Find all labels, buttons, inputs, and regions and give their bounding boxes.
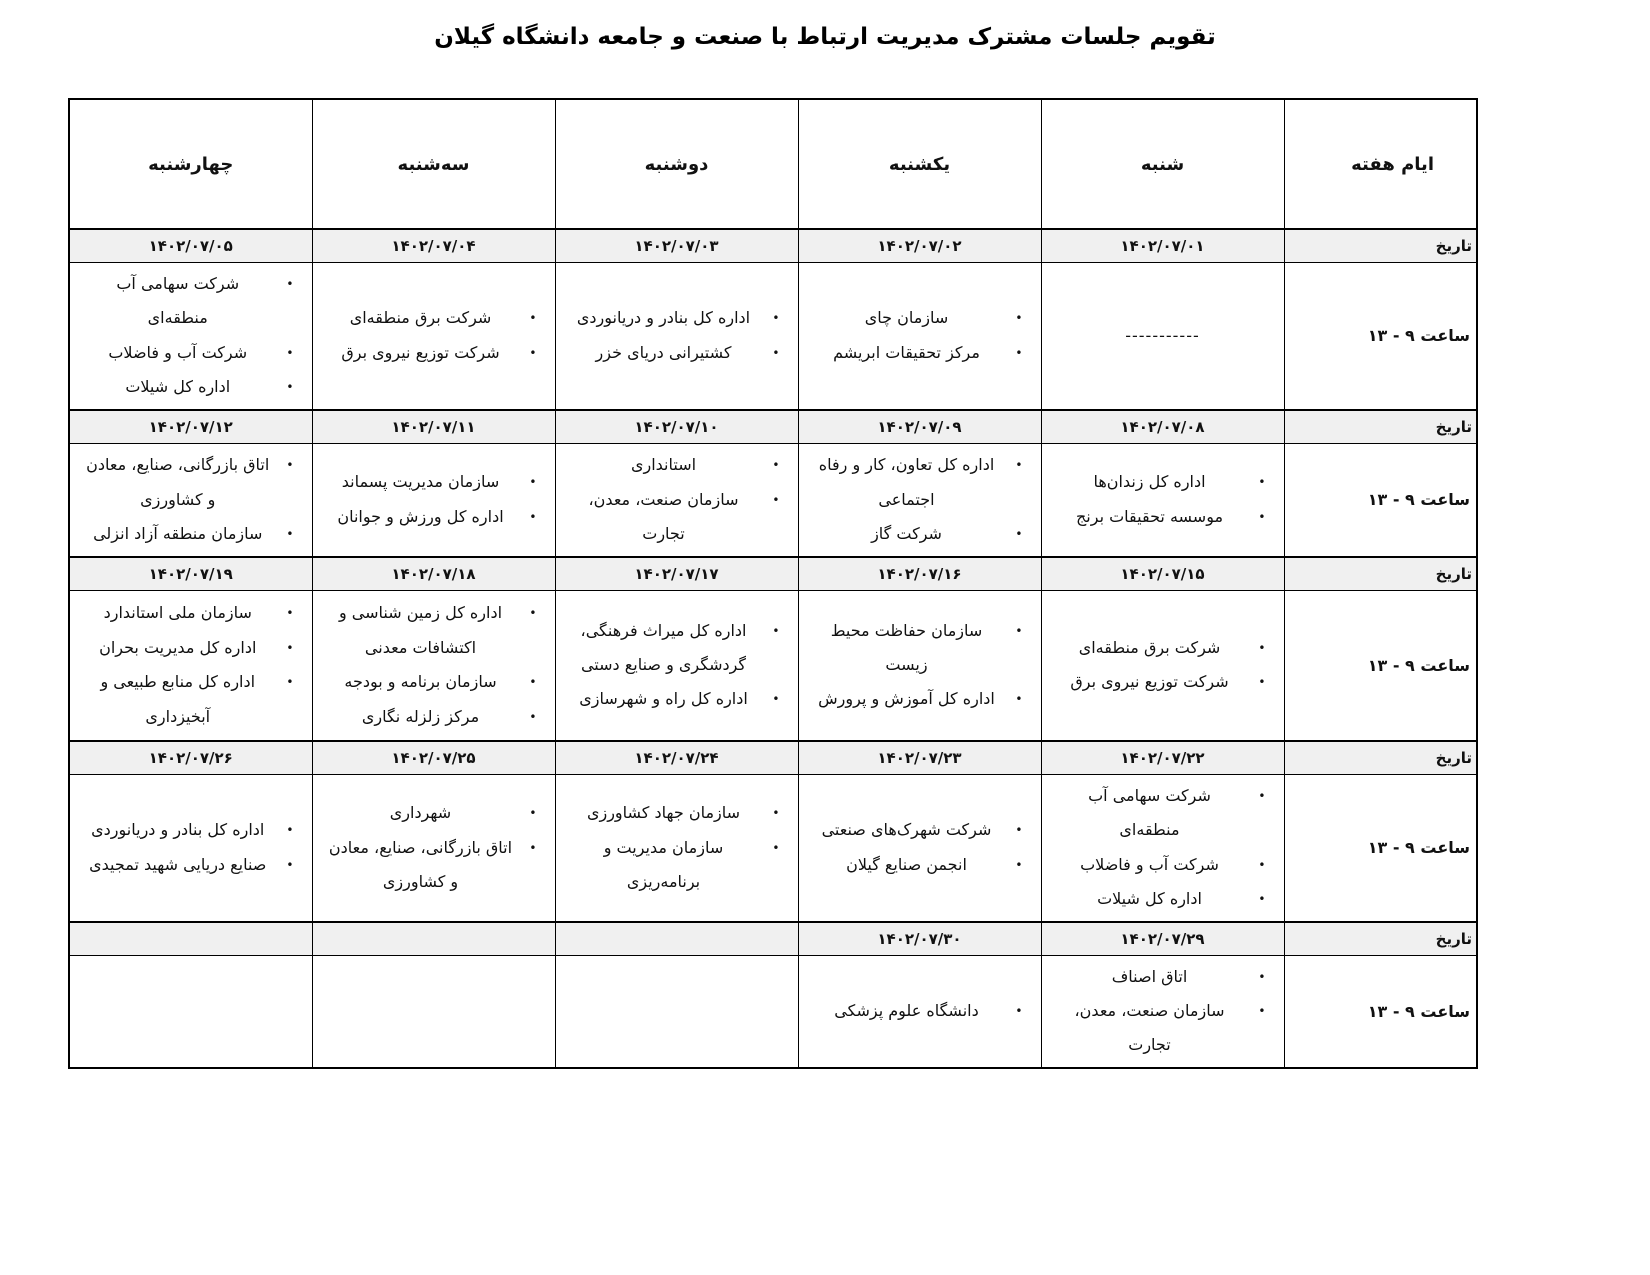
meeting-item (562, 483, 792, 552)
bullet-icon: • (1258, 475, 1266, 490)
date-cell (312, 922, 555, 955)
meeting-item (319, 336, 549, 370)
bullet-icon: • (1015, 458, 1023, 473)
meetings-row-week2 (69, 443, 1477, 557)
row-label-time: ساعت ۹ - ۱۳ (1284, 590, 1477, 741)
meeting-item (76, 336, 306, 370)
bullet-icon: • (1258, 969, 1266, 984)
row-label-time: ساعت ۹ - ۱۳ (1284, 774, 1477, 922)
date-cell: ۱۴۰۲/۰۷/۱۵ (1041, 557, 1284, 590)
meeting-item (562, 796, 792, 830)
meeting-item-text: شرکت سهامی آب منطقه‌ای (116, 273, 240, 328)
meeting-item-text: سازمان چای (864, 308, 949, 328)
date-cell: ۱۴۰۲/۰۷/۱۹ (69, 557, 312, 590)
bullet-icon: • (529, 709, 537, 724)
meeting-item-text: اداره کل مدیریت بحران (99, 637, 257, 657)
meeting-item (562, 301, 792, 335)
date-row-week3 (69, 557, 1477, 590)
schedule-cell (555, 443, 798, 557)
meeting-item-text: شهرداری (389, 803, 452, 823)
date-cell: ۱۴۰۲/۰۷/۲۳ (798, 741, 1041, 774)
meeting-item (319, 796, 549, 830)
date-row-week1 (69, 229, 1477, 262)
date-cell (555, 922, 798, 955)
meeting-item-text: موسسه تحقیقات برنج (1075, 506, 1224, 526)
bullet-icon: • (1015, 857, 1023, 872)
meeting-item (805, 301, 1035, 335)
meeting-item (562, 336, 792, 370)
date-cell: ۱۴۰۲/۰۷/۲۲ (1041, 741, 1284, 774)
day-header-wednesday: چهارشنبه (69, 99, 312, 229)
meeting-item (805, 336, 1035, 370)
meeting-item-text: مرکز زلزله نگاری (361, 706, 480, 726)
date-cell: ۱۴۰۲/۰۷/۱۰ (555, 410, 798, 443)
meeting-item-text: اتاق بازرگانی، صنایع، معادن و کشاورزی (86, 455, 270, 509)
schedule-cell (555, 774, 798, 922)
date-cell (69, 922, 312, 955)
meeting-item (319, 831, 549, 900)
meeting-item (76, 370, 306, 404)
schedule-cell (312, 262, 555, 410)
bullet-icon: • (286, 606, 294, 621)
meeting-item-text: سازمان مدیریت و برنامه‌ریزی (603, 837, 724, 891)
meeting-item (319, 500, 549, 534)
bullet-icon: • (529, 606, 537, 621)
meeting-item (805, 994, 1035, 1028)
day-header-tuesday: سه‌شنبه (312, 99, 555, 229)
meeting-item-text: اتاق بازرگانی، صنایع، معادن و کشاورزی (328, 837, 513, 891)
row-label-time: ساعت ۹ - ۱۳ (1284, 955, 1477, 1068)
date-cell: ۱۴۰۲/۰۷/۲۴ (555, 741, 798, 774)
date-row-week2 (69, 410, 1477, 443)
meeting-item (562, 682, 792, 716)
bullet-icon: • (1258, 675, 1266, 690)
meeting-item (319, 465, 549, 499)
meeting-item-text: سازمان جهاد کشاورزی (586, 803, 741, 823)
date-cell: ۱۴۰۲/۰۷/۱۶ (798, 557, 1041, 590)
meeting-item-text: شرکت آب و فاضلاب (1080, 854, 1219, 874)
bullet-icon: • (529, 675, 537, 690)
schedule-cell (555, 262, 798, 410)
schedule-cell-highlighted (312, 443, 555, 557)
meeting-item (76, 517, 306, 551)
bullet-icon: • (286, 526, 294, 541)
bullet-icon: • (1015, 526, 1023, 541)
bullet-icon: • (286, 380, 294, 395)
schedule-cell-no-meeting: ----------- (1041, 262, 1284, 410)
bullet-icon: • (1258, 1003, 1266, 1018)
schedule-cell (1041, 955, 1284, 1068)
meeting-item-text: اداره کل تعاون، کار و رفاه اجتماعی (818, 455, 995, 509)
date-cell: ۱۴۰۲/۰۷/۲۶ (69, 741, 312, 774)
meeting-item-text: اداره کل منابع طبیعی و آبخیزداری (100, 672, 256, 726)
bullet-icon: • (772, 492, 780, 507)
meeting-item (805, 517, 1035, 551)
schedule-cell (312, 590, 555, 741)
meeting-item (805, 614, 1035, 683)
meeting-item (1048, 500, 1278, 534)
bullet-icon: • (1015, 311, 1023, 326)
meeting-item-text: سازمان مدیریت پسماند (341, 472, 500, 492)
meeting-item-text: اداره کل راه و شهرسازی (579, 689, 748, 709)
meeting-item (76, 813, 306, 847)
bullet-icon: • (772, 311, 780, 326)
meeting-item-text: اتاق اصناف (1111, 966, 1188, 986)
date-row-week4 (69, 741, 1477, 774)
meeting-item (562, 831, 792, 900)
meeting-item (1048, 882, 1278, 916)
date-cell: ۱۴۰۲/۰۷/۰۲ (798, 229, 1041, 262)
meeting-item (805, 448, 1035, 517)
meeting-item (76, 848, 306, 882)
row-label-date: تاریخ (1284, 557, 1477, 590)
meeting-item-text: شرکت آب و فاضلاب (108, 342, 248, 362)
schedule-cell (69, 443, 312, 557)
meeting-item-text: اداره کل زمین شناسی و اکتشافات معدنی (338, 603, 503, 657)
meeting-item-text: مرکز تحقیقات ابریشم (833, 342, 980, 362)
bullet-icon: • (529, 840, 537, 855)
schedule-cell (1041, 774, 1284, 922)
page-title: تقویم جلسات مشترک مدیریت ارتباط با صنعت و جامعه دانشگاه گیلان (434, 24, 1216, 50)
bullet-icon: • (1015, 692, 1023, 707)
date-cell: ۱۴۰۲/۰۷/۰۳ (555, 229, 798, 262)
meeting-item-text: شرکت سهامی آب منطقه‌ای (1088, 785, 1211, 840)
meeting-item-text: کشتیرانی دریای خزر (595, 342, 732, 362)
meeting-item-text: شرکت توزیع نیروی برق (341, 342, 500, 362)
bullet-icon: • (1015, 345, 1023, 360)
bullet-icon: • (772, 345, 780, 360)
meeting-item (76, 665, 306, 734)
meeting-item-text: اداره کل بنادر و دریانوردی (91, 820, 265, 840)
meeting-item (319, 596, 549, 665)
date-cell: ۱۴۰۲/۰۷/۰۹ (798, 410, 1041, 443)
schedule-cell (69, 590, 312, 741)
bullet-icon: • (529, 509, 537, 524)
meeting-item (319, 665, 549, 699)
date-cell: ۱۴۰۲/۰۷/۰۸ (1041, 410, 1284, 443)
meetings-row-week5 (69, 955, 1477, 1068)
meeting-item (1048, 465, 1278, 499)
meeting-item-text: استانداری (630, 455, 697, 475)
meeting-item-text: شرکت شهرک‌های صنعتی (821, 820, 992, 840)
schedule-cell-highlighted (798, 262, 1041, 410)
schedule-cell (1041, 443, 1284, 557)
meeting-item-text: اداره کل بنادر و دریانوردی (576, 308, 751, 328)
date-cell: ۱۴۰۲/۰۷/۱۲ (69, 410, 312, 443)
meeting-item-text: سازمان منطقه آزاد انزلی (93, 523, 263, 543)
meeting-item (76, 267, 306, 336)
day-header-sunday: یکشنبه (798, 99, 1041, 229)
meeting-item-text: انجمن صنایع گیلان (846, 854, 967, 874)
meetings-schedule-table (68, 98, 1478, 1069)
meeting-item-text: اداره کل شیلات (125, 377, 231, 397)
schedule-cell (1041, 590, 1284, 741)
bullet-icon: • (1258, 892, 1266, 907)
schedule-cell (69, 774, 312, 922)
bullet-icon: • (772, 692, 780, 707)
schedule-cell-empty (555, 955, 798, 1068)
meeting-item-text: سازمان صنعت، معدن، تجارت (1074, 1000, 1225, 1055)
bullet-icon: • (286, 823, 294, 838)
meeting-item (1048, 631, 1278, 665)
meeting-item (805, 813, 1035, 847)
meeting-item (805, 848, 1035, 882)
meeting-item (76, 448, 306, 517)
bullet-icon: • (529, 311, 537, 326)
date-row-week5 (69, 922, 1477, 955)
bullet-icon: • (1015, 1003, 1023, 1018)
meeting-item-text: سازمان برنامه و بودجه (344, 672, 497, 692)
day-header-saturday: شنبه (1041, 99, 1284, 229)
bullet-icon: • (1258, 857, 1266, 872)
meeting-item (1048, 994, 1278, 1063)
bullet-icon: • (1015, 623, 1023, 638)
row-label-date: تاریخ (1284, 229, 1477, 262)
meetings-row-week1 (69, 262, 1477, 410)
bullet-icon: • (286, 345, 294, 360)
meeting-item-text: شرکت گاز (871, 523, 942, 543)
meeting-item (319, 700, 549, 734)
bullet-icon: • (529, 475, 537, 490)
meeting-item-text: دانشگاه علوم پزشکی (834, 1000, 979, 1020)
meeting-item (1048, 960, 1278, 994)
schedule-cell (798, 443, 1041, 557)
row-label-date: تاریخ (1284, 741, 1477, 774)
meeting-item-text: اداره کل ورزش و جوانان (337, 506, 504, 526)
date-cell: ۱۴۰۲/۰۷/۰۱ (1041, 229, 1284, 262)
meeting-item-text: شرکت توزیع نیروی برق (1070, 672, 1229, 692)
meeting-item-text: اداره کل زندان‌ها (1093, 472, 1206, 492)
bullet-icon: • (1258, 509, 1266, 524)
meeting-item (76, 596, 306, 630)
bullet-icon: • (286, 276, 294, 291)
bullet-icon: • (286, 640, 294, 655)
meeting-item-text: اداره کل آموزش و پرورش (818, 689, 995, 709)
date-cell: ۱۴۰۲/۰۷/۱۱ (312, 410, 555, 443)
meeting-item (1048, 665, 1278, 699)
bullet-icon: • (772, 806, 780, 821)
date-cell: ۱۴۰۲/۰۷/۱۷ (555, 557, 798, 590)
date-cell: ۱۴۰۲/۰۷/۱۸ (312, 557, 555, 590)
meeting-item (76, 631, 306, 665)
bullet-icon: • (529, 806, 537, 821)
meeting-item-text: اداره کل میراث فرهنگی، گردشگری و صنایع دستی (580, 620, 747, 675)
schedule-cell (798, 774, 1041, 922)
bullet-icon: • (772, 458, 780, 473)
bullet-icon: • (286, 675, 294, 690)
row-label-date: تاریخ (1284, 410, 1477, 443)
schedule-cell (555, 590, 798, 741)
row-label-time: ساعت ۹ - ۱۳ (1284, 443, 1477, 557)
schedule-cell (312, 774, 555, 922)
bullet-icon: • (1015, 823, 1023, 838)
meeting-item (805, 682, 1035, 716)
row-label-date: تاریخ (1284, 922, 1477, 955)
bullet-icon: • (1258, 640, 1266, 655)
table-header-row (69, 99, 1477, 229)
schedule-cell-empty (69, 955, 312, 1068)
date-cell: ۱۴۰۲/۰۷/۰۵ (69, 229, 312, 262)
date-cell: ۱۴۰۲/۰۷/۲۵ (312, 741, 555, 774)
schedule-cell (69, 262, 312, 410)
bullet-icon: • (772, 623, 780, 638)
meeting-item (1048, 779, 1278, 848)
meeting-item (562, 614, 792, 683)
meeting-item-text: سازمان ملی استاندارد (103, 603, 252, 623)
row-label-time: ساعت ۹ - ۱۳ (1284, 262, 1477, 410)
schedule-cell (798, 955, 1041, 1068)
meeting-item (319, 301, 549, 335)
meetings-row-week4 (69, 774, 1477, 922)
meeting-item (1048, 848, 1278, 882)
days-of-week-label: ایام هفته (1284, 99, 1477, 229)
meeting-item-text: سازمان حفاظت محیط زیست (830, 620, 983, 675)
meeting-item-text: اداره کل شیلات (1097, 889, 1202, 909)
date-cell: ۱۴۰۲/۰۷/۰۴ (312, 229, 555, 262)
date-cell: ۱۴۰۲/۰۷/۳۰ (798, 922, 1041, 955)
meeting-item-text: شرکت برق منطقه‌ای (349, 308, 492, 328)
bullet-icon: • (286, 458, 294, 473)
schedule-cell-empty (312, 955, 555, 1068)
bullet-icon: • (772, 840, 780, 855)
bullet-icon: • (1258, 788, 1266, 803)
meetings-row-week3 (69, 590, 1477, 741)
meeting-item-text: صنایع دریایی شهید تمجیدی (89, 854, 267, 874)
bullet-icon: • (286, 857, 294, 872)
date-cell: ۱۴۰۲/۰۷/۲۹ (1041, 922, 1284, 955)
meeting-item-text: سازمان صنعت، معدن، تجارت (588, 489, 739, 543)
day-header-monday: دوشنبه (555, 99, 798, 229)
schedule-cell (798, 590, 1041, 741)
meeting-item-text: شرکت برق منطقه‌ای (1078, 637, 1221, 657)
meeting-item (562, 448, 792, 482)
bullet-icon: • (529, 345, 537, 360)
